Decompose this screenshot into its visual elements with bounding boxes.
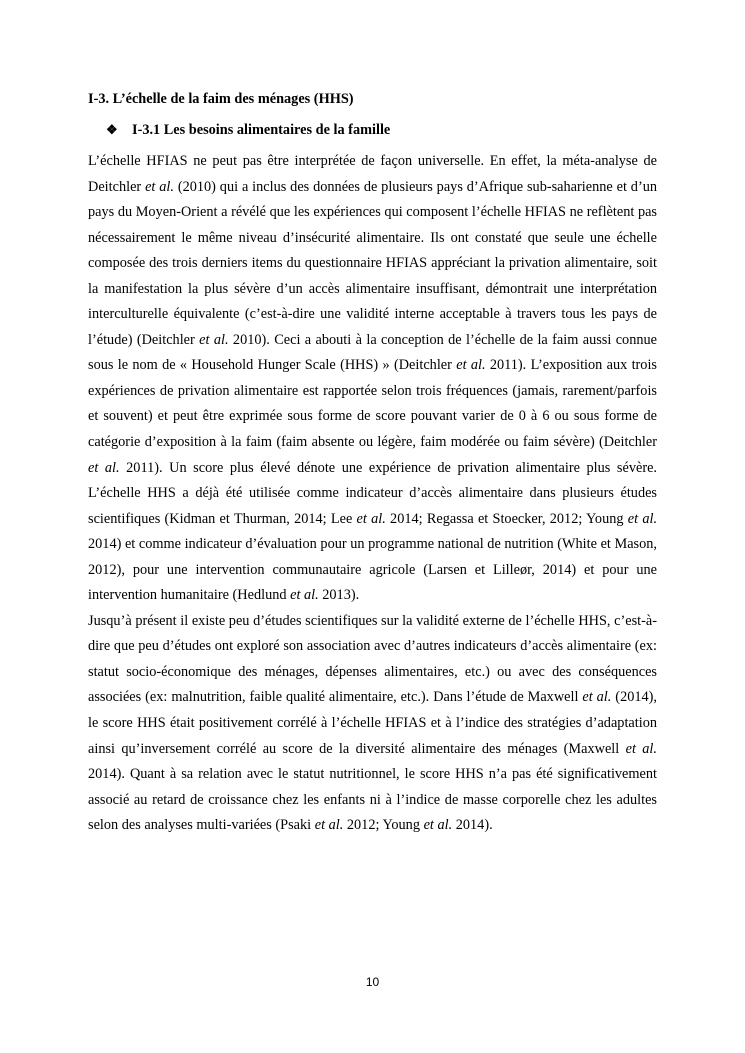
italic-text-run: et al.: [582, 689, 612, 706]
text-run: L’échelle HFIAS ne peut pas être interprétée de façon universelle. En effet, la méta-analyse de Deitchler: [88, 153, 657, 195]
italic-text-run: et al.: [625, 740, 657, 757]
paragraph: [88, 609, 657, 839]
text-run: 2011). Un score plus élevé dénote une expérience de privation alimentaire plus sévère. L’échelle HHS a déjà été utilisée comme indicateur d’accès alimentaire dans plusieurs études scientifiques (Kidman et Thurman, 2014; Lee: [88, 459, 657, 527]
italic-text-run: et al.: [145, 178, 174, 195]
italic-text-run: et al.: [199, 331, 229, 348]
italic-text-run: et al.: [456, 357, 486, 374]
italic-text-run: et al.: [356, 510, 386, 527]
body-text: [88, 149, 657, 839]
text-run: (2014), le score HHS était positivement corrélé à l’échelle HFIAS et à l’indice des stratégies d’adaptation ainsi qu’inversement corrélé au score de la diversité alimentaire des ménages (Maxwell: [88, 689, 657, 757]
subsection-heading-text: I-3.1 Les besoins alimentaires de la famille: [132, 122, 391, 138]
text-run: 2014) et comme indicateur d’évaluation pour un programme national de nutrition (White et Mason, 2012), pour une intervention communautaire agricole (Larsen et Lilleør, 2014) et pour une intervention humanitaire (Hedlund: [88, 536, 657, 604]
italic-text-run: et al.: [314, 817, 344, 834]
italic-text-run: et al.: [627, 510, 658, 527]
page-number: 10: [365, 975, 380, 989]
italic-text-run: et al.: [290, 587, 319, 604]
text-run: 2010). Ceci a abouti à la conception de l’échelle de la faim aussi connue sous le nom de « Household Hunger Scale (HHS) » (Deitchler: [88, 331, 657, 374]
italic-text-run: et al.: [88, 459, 120, 476]
text-run: (2010) qui a inclus des données de plusieurs pays d’Afrique sub-saharienne et d’un pays du Moyen-Orient a révélé que les expériences qui composent l’échelle HFIAS ne reflètent pas nécessairement le même niveau d’insécurité alimentaire. Ils ont constaté que seule une échelle composée des trois derniers items du questionnaire HFIAS appréciant la privation alimentaire, soit la manifestation la plus sévère d’un accès alimentaire insuffisant, démontrait une interprétation interculturelle équivalente (c’est-à-dire une validité interne acceptable à travers tous les pays de l’étude) (Deitchler: [88, 178, 658, 348]
text-run: 2013).: [318, 587, 360, 604]
italic-text-run: et al.: [423, 817, 453, 834]
text-run: Jusqu’à présent il existe peu d’études scientifiques sur la validité externe de l’échelle HHS, c’est-à-dire que peu d’études ont exploré son association avec d’autres indicateurs d’accès alimentaire (ex: statut socio-économique des ménages, dépenses alimentaires, etc.) ou avec des conséquences associées (ex: malnutrition, faible qualité alimentaire, etc.). Dans l’étude de Maxwell: [88, 612, 657, 706]
paragraph: [88, 149, 657, 609]
text-run: 2014).: [452, 817, 493, 834]
text-run: 2014; Regassa et Stoecker, 2012; Young: [385, 510, 628, 527]
subsection-heading: [106, 120, 390, 140]
text-run: 2011). L’exposition aux trois expériences de privation alimentaire est rapportée selon trois fréquences (jamais, rarement/parfois et souvent) et peut être exprimée sous forme de score pouvant varier de 0 à 6 ou sous forme de catégorie d’exposition à la faim (faim absente ou légère, faim modérée ou faim sévère) (Deitchler: [88, 357, 657, 451]
diamond-bullet-icon: ❖: [106, 122, 118, 137]
text-run: 2014). Quant à sa relation avec le statut nutritionnel, le score HHS n’a pas été significativement associé au retard de croissance chez les enfants ni à l’indice de masse corporelle chez les adultes selon des analyses multi-variées (Psaki: [88, 766, 657, 834]
section-heading: I-3. L’échelle de la faim des ménages (HHS): [88, 91, 354, 107]
text-run: 2012; Young: [343, 817, 424, 834]
